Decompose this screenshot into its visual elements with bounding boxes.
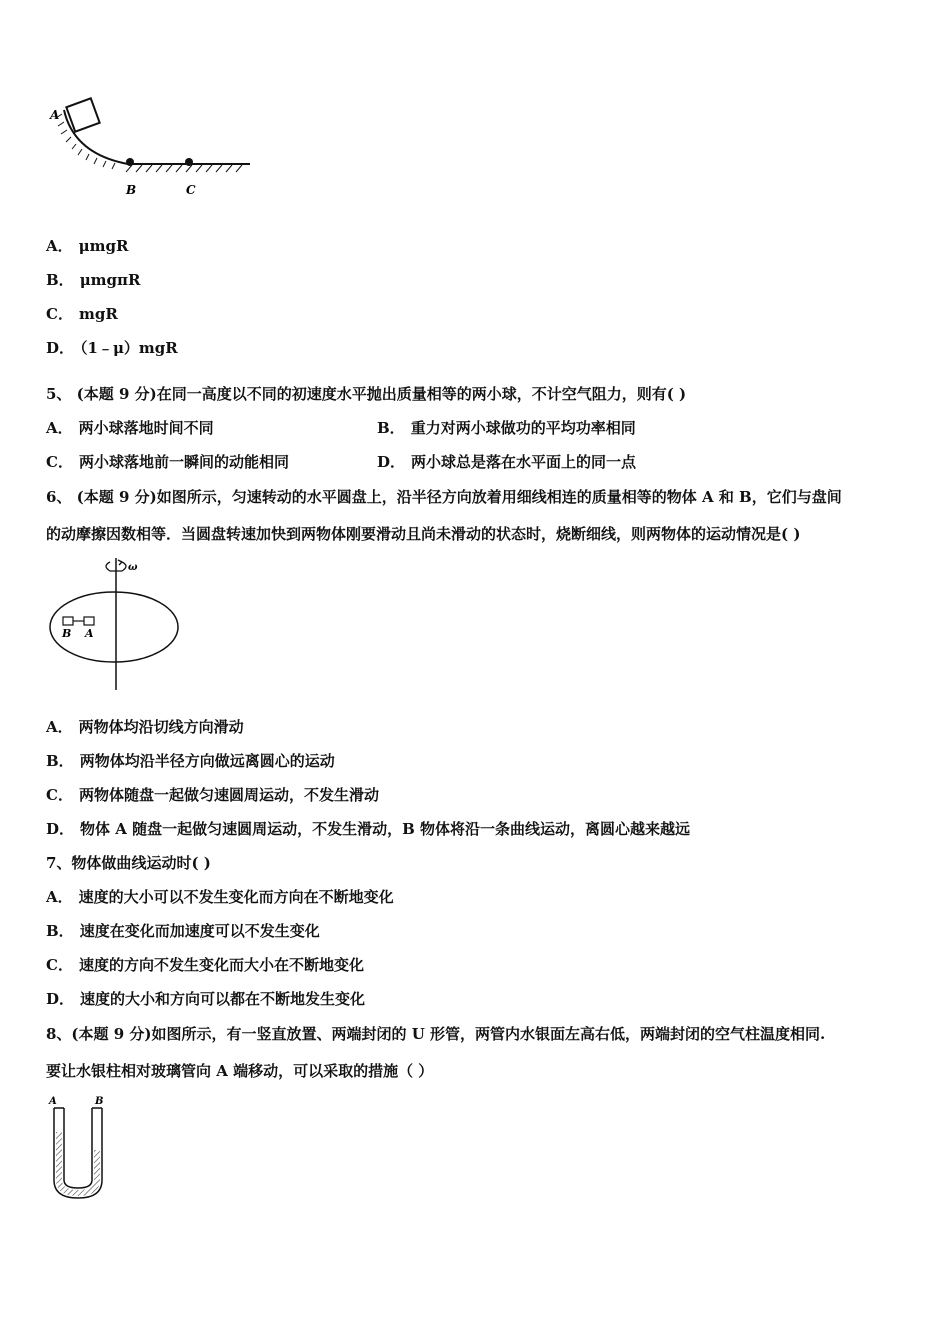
block-a xyxy=(84,617,94,625)
q7-option-c: C． 速度的方向不发生变化而大小在不断地变化 xyxy=(46,956,364,974)
block-a xyxy=(66,98,99,131)
mercury-column xyxy=(56,1132,100,1196)
label-a: A xyxy=(49,1096,57,1107)
q5-option-a: A． 两小球落地时间不同 xyxy=(46,419,214,437)
label-a: A xyxy=(50,108,60,122)
q5-option-c: C． 两小球落地前一瞬间的动能相同 xyxy=(46,453,289,471)
q6-option-d: D． 物体 A 随盘一起做匀速圆周运动，不发生滑动，B 物体将沿一条曲线运动，离圆心越来越远 xyxy=(46,820,691,838)
turntable-figure xyxy=(44,556,194,696)
q5-stem: 5、 (本题 9 分)在同一高度以不同的初速度水平抛出质量相等的两小球，不计空气阻力，则有( ) xyxy=(46,385,687,403)
q6-option-b: B． 两物体均沿半径方向做远离圆心的运动 xyxy=(46,752,335,770)
label-b: B xyxy=(95,1096,104,1107)
q5-option-d: D． 两小球总是落在水平面上的同一点 xyxy=(377,453,637,471)
q8-stem-line1: 8、(本题 9 分)如图所示，有一竖直放置、两端封闭的 U 形管，两管内水银面左高右低，两端封闭的空气柱温度相同. xyxy=(46,1025,826,1043)
q5-option-b: B． 重力对两小球做功的平均功率相同 xyxy=(377,419,636,437)
q7-option-b: B． 速度在变化而加速度可以不发生变化 xyxy=(46,922,320,940)
q4-option-a: A． μmgR xyxy=(46,237,129,255)
block-b xyxy=(63,617,73,625)
u-tube-figure xyxy=(40,1092,120,1212)
q4-option-c: C． mgR xyxy=(46,305,118,323)
point-b xyxy=(126,158,134,166)
q7-option-a: A． 速度的大小可以不发生变化而方向在不断地变化 xyxy=(46,888,394,906)
ramp-figure xyxy=(40,92,260,202)
q4-option-b: B． μmgπR xyxy=(46,271,141,289)
q8-stem-line2: 要让水银柱相对玻璃管向 A 端移动，可以采取的措施（ ） xyxy=(46,1062,434,1080)
q7-stem: 7、物体做曲线运动时( ) xyxy=(46,854,211,872)
q7-option-d: D． 速度的大小和方向可以都在不断地发生变化 xyxy=(46,990,366,1008)
label-b: B xyxy=(62,627,72,640)
label-b: B xyxy=(126,183,137,197)
omega-label: ω xyxy=(128,562,138,573)
q4-option-d: D． （1﹣μ）mgR xyxy=(46,339,178,357)
label-a: A xyxy=(85,627,94,640)
label-c: C xyxy=(186,183,196,197)
q6-option-a: A． 两物体均沿切线方向滑动 xyxy=(46,718,244,736)
u-tube-inner xyxy=(64,1108,92,1188)
q6-stem-line2: 的动摩擦因数相等．当圆盘转速加快到两物体刚要滑动且尚未滑动的状态时，烧断细线，则两物体的运动情况是( ) xyxy=(46,525,801,543)
q6-option-c: C． 两物体随盘一起做匀速圆周运动，不发生滑动 xyxy=(46,786,379,804)
point-c xyxy=(185,158,193,166)
q6-stem-line1: 6、 (本题 9 分)如图所示，匀速转动的水平圆盘上，沿半径方向放着用细线相连的质量相等的物体 A 和 B，它们与盘间 xyxy=(46,488,842,506)
